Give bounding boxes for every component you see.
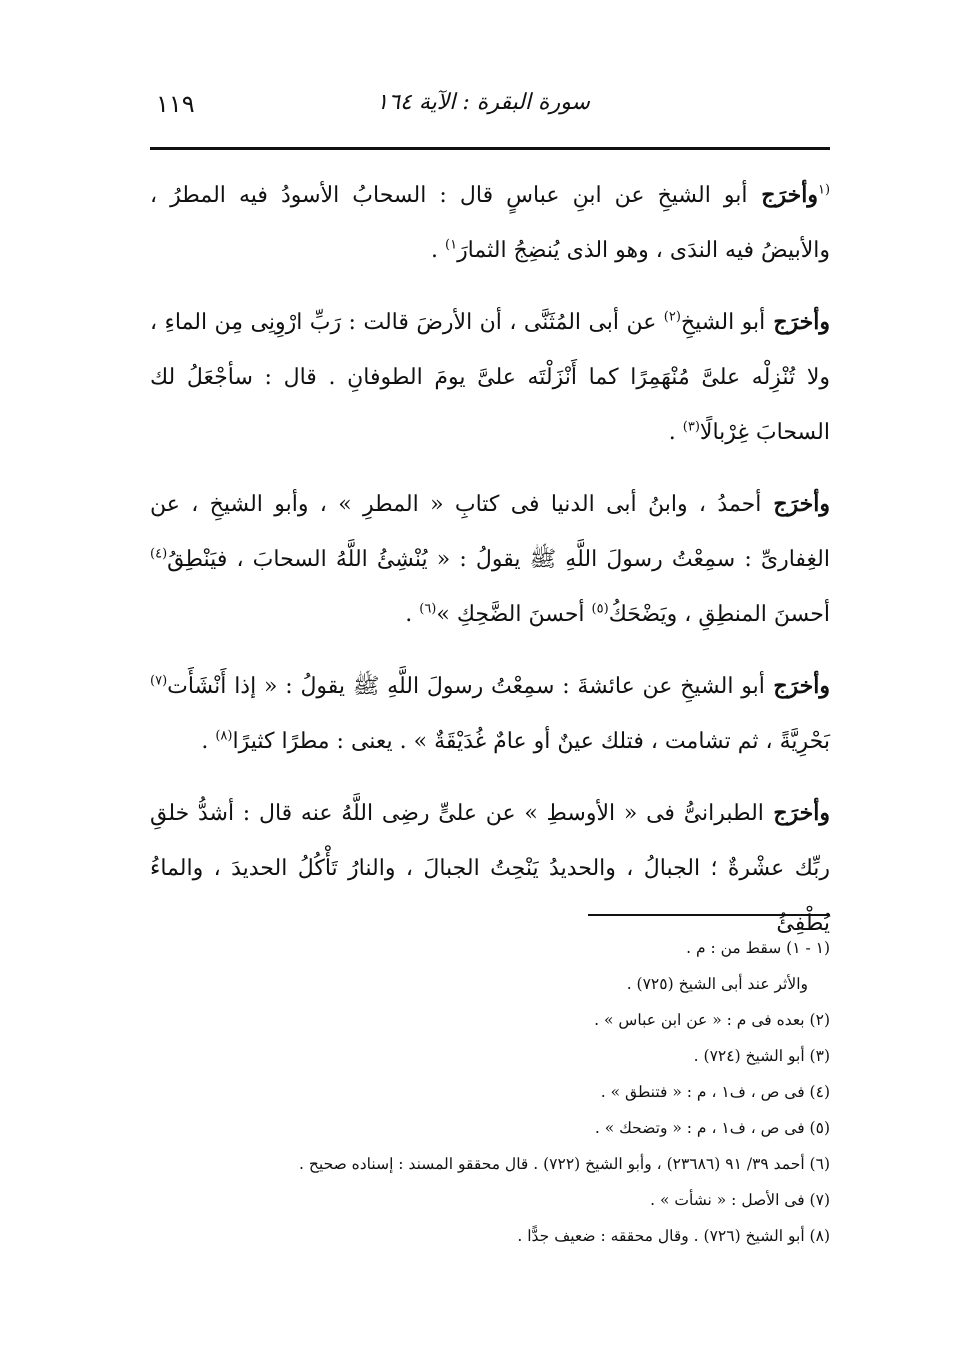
paragraph-lead-word: وأخرَج <box>761 491 831 517</box>
footnote-marker: (٦) <box>419 601 437 617</box>
paragraph <box>150 477 830 642</box>
paragraph-lead-word: وأخرَج <box>765 309 831 335</box>
paragraph-lead-word: وأخرَج <box>763 800 830 826</box>
main-text <box>150 168 830 968</box>
footnote-marker: (٧) <box>150 673 168 689</box>
page-header <box>150 86 830 130</box>
paragraph-text: . <box>201 729 216 754</box>
footnote-rule <box>588 914 830 916</box>
paragraph-text: الطبرانىُّ فى « الأوسطِ » عن علىٍّ رضِى اللَّهُ عنه قال : أشدُّ خلقِ ربِّك عشْرةٌ ؛ الجبالُ ، والحديدُ يَنْحِتُ الجبالَ ، والنارُ تَأْكُلُ الحديدَ ، والماءُ يُطْفِئُ <box>150 801 830 936</box>
paragraph <box>150 168 830 278</box>
footnote: (٥) فى ص ، ف١ ، م : « وتضحك » . <box>594 1119 830 1137</box>
footnote-marker: (١ <box>817 182 831 198</box>
paragraph-text: . <box>405 602 420 627</box>
header-rule <box>150 147 830 150</box>
footnote: (٧) فى الأصل : « نشأت » . <box>650 1191 830 1209</box>
paragraph-text: أبو الشيخِ عن ابنِ عباسٍ قال : السحابُ الأسودُ فيه المطرُ ، والأبيضُ فيه الندَى ، وهو الذى يُنضِجُ الثمارَ <box>150 183 830 263</box>
footnote-marker: (٤) <box>150 546 168 562</box>
paragraph <box>150 786 830 951</box>
footnote: والأثر عند أبى الشيخ (٧٢٥) . <box>626 975 808 993</box>
paragraph-lead-word: وأخرَج <box>747 182 818 208</box>
paragraph <box>150 659 830 769</box>
paragraph-text: عن أبى المُثَنَّى ، أن الأرضَ قالت : رَبِّ ارْوِنِى مِن الماءِ ، ولا تُنْزِلْه علىَّ مُنْهَمِرًا كما أَنْزَلْتَه علىَّ يومَ الطوفانِ . قال : سأجْعَلُ لك السحابَ غِرْبالًا <box>150 310 830 445</box>
footnote-marker: ١) <box>445 237 458 253</box>
running-title: سورة البقرة : الآية ١٦٤ <box>376 90 590 115</box>
footnote-marker: (٨) <box>215 728 233 744</box>
paragraph-text: أبو الشيخِ <box>680 310 766 335</box>
paragraph-lead-word: وأخرَج <box>764 673 830 699</box>
footnote-marker: (٥) <box>591 601 609 617</box>
footnote: (٤) فى ص ، ف١ ، م : « فتنطق » . <box>600 1083 830 1101</box>
paragraph-text: أحمدُ ، وابنُ أبى الدنيا فى كتابِ « المطرِ » ، وأبو الشيخِ ، عن الغِفارىِّ : سمِعْتُ رسولَ اللَّهِ ﷺ يقولُ : « يُنْشِئُ اللَّهُ السحابَ ، فيَنْطِقُ <box>150 492 830 572</box>
paragraph-text: أبو الشيخِ عن عائشةَ : سمِعْتُ رسولَ اللَّهِ ﷺ يقولُ : « إذا أَنْشَأَت <box>167 674 765 699</box>
footnote: (١ - ١) سقط من : م . <box>686 939 830 957</box>
footnote-marker: (٣) <box>682 419 700 435</box>
footnote: (٦) أحمد ٣٩/ ٩١ (٢٣٦٨٦) ، وأبو الشيخ (٧٢٢) . قال محققو المسند : إسناده صحيح . <box>299 1155 830 1173</box>
footnote: (٢) بعده فى م : « عن ابن عباس » . <box>594 1011 830 1029</box>
paragraph-text: . <box>668 420 683 445</box>
footnote: (٨) أبو الشيخ (٧٢٦) . وقال محققه : ضعيف جدًّا . <box>517 1227 830 1245</box>
paragraph <box>150 295 830 460</box>
paragraph-text: أحسنَ الضَّحِكِ » <box>436 602 592 627</box>
footnote-marker: (٢) <box>663 309 681 325</box>
paragraph-text: بَحْرِيَّةً ، ثم تشامت ، فتلك عينٌ أو عامٌ غُدَيْقَةٌ » . يعنى : مطرًا كثيرًا <box>232 729 830 754</box>
page-number: ١١٩ <box>156 90 195 118</box>
paragraph-text: أحسنَ المنطِقِ ، ويَضْحَكُ <box>608 602 830 627</box>
paragraph-text: . <box>431 238 445 263</box>
footnote: (٣) أبو الشيخ (٧٢٤) . <box>693 1047 830 1065</box>
footnotes <box>150 930 830 1254</box>
